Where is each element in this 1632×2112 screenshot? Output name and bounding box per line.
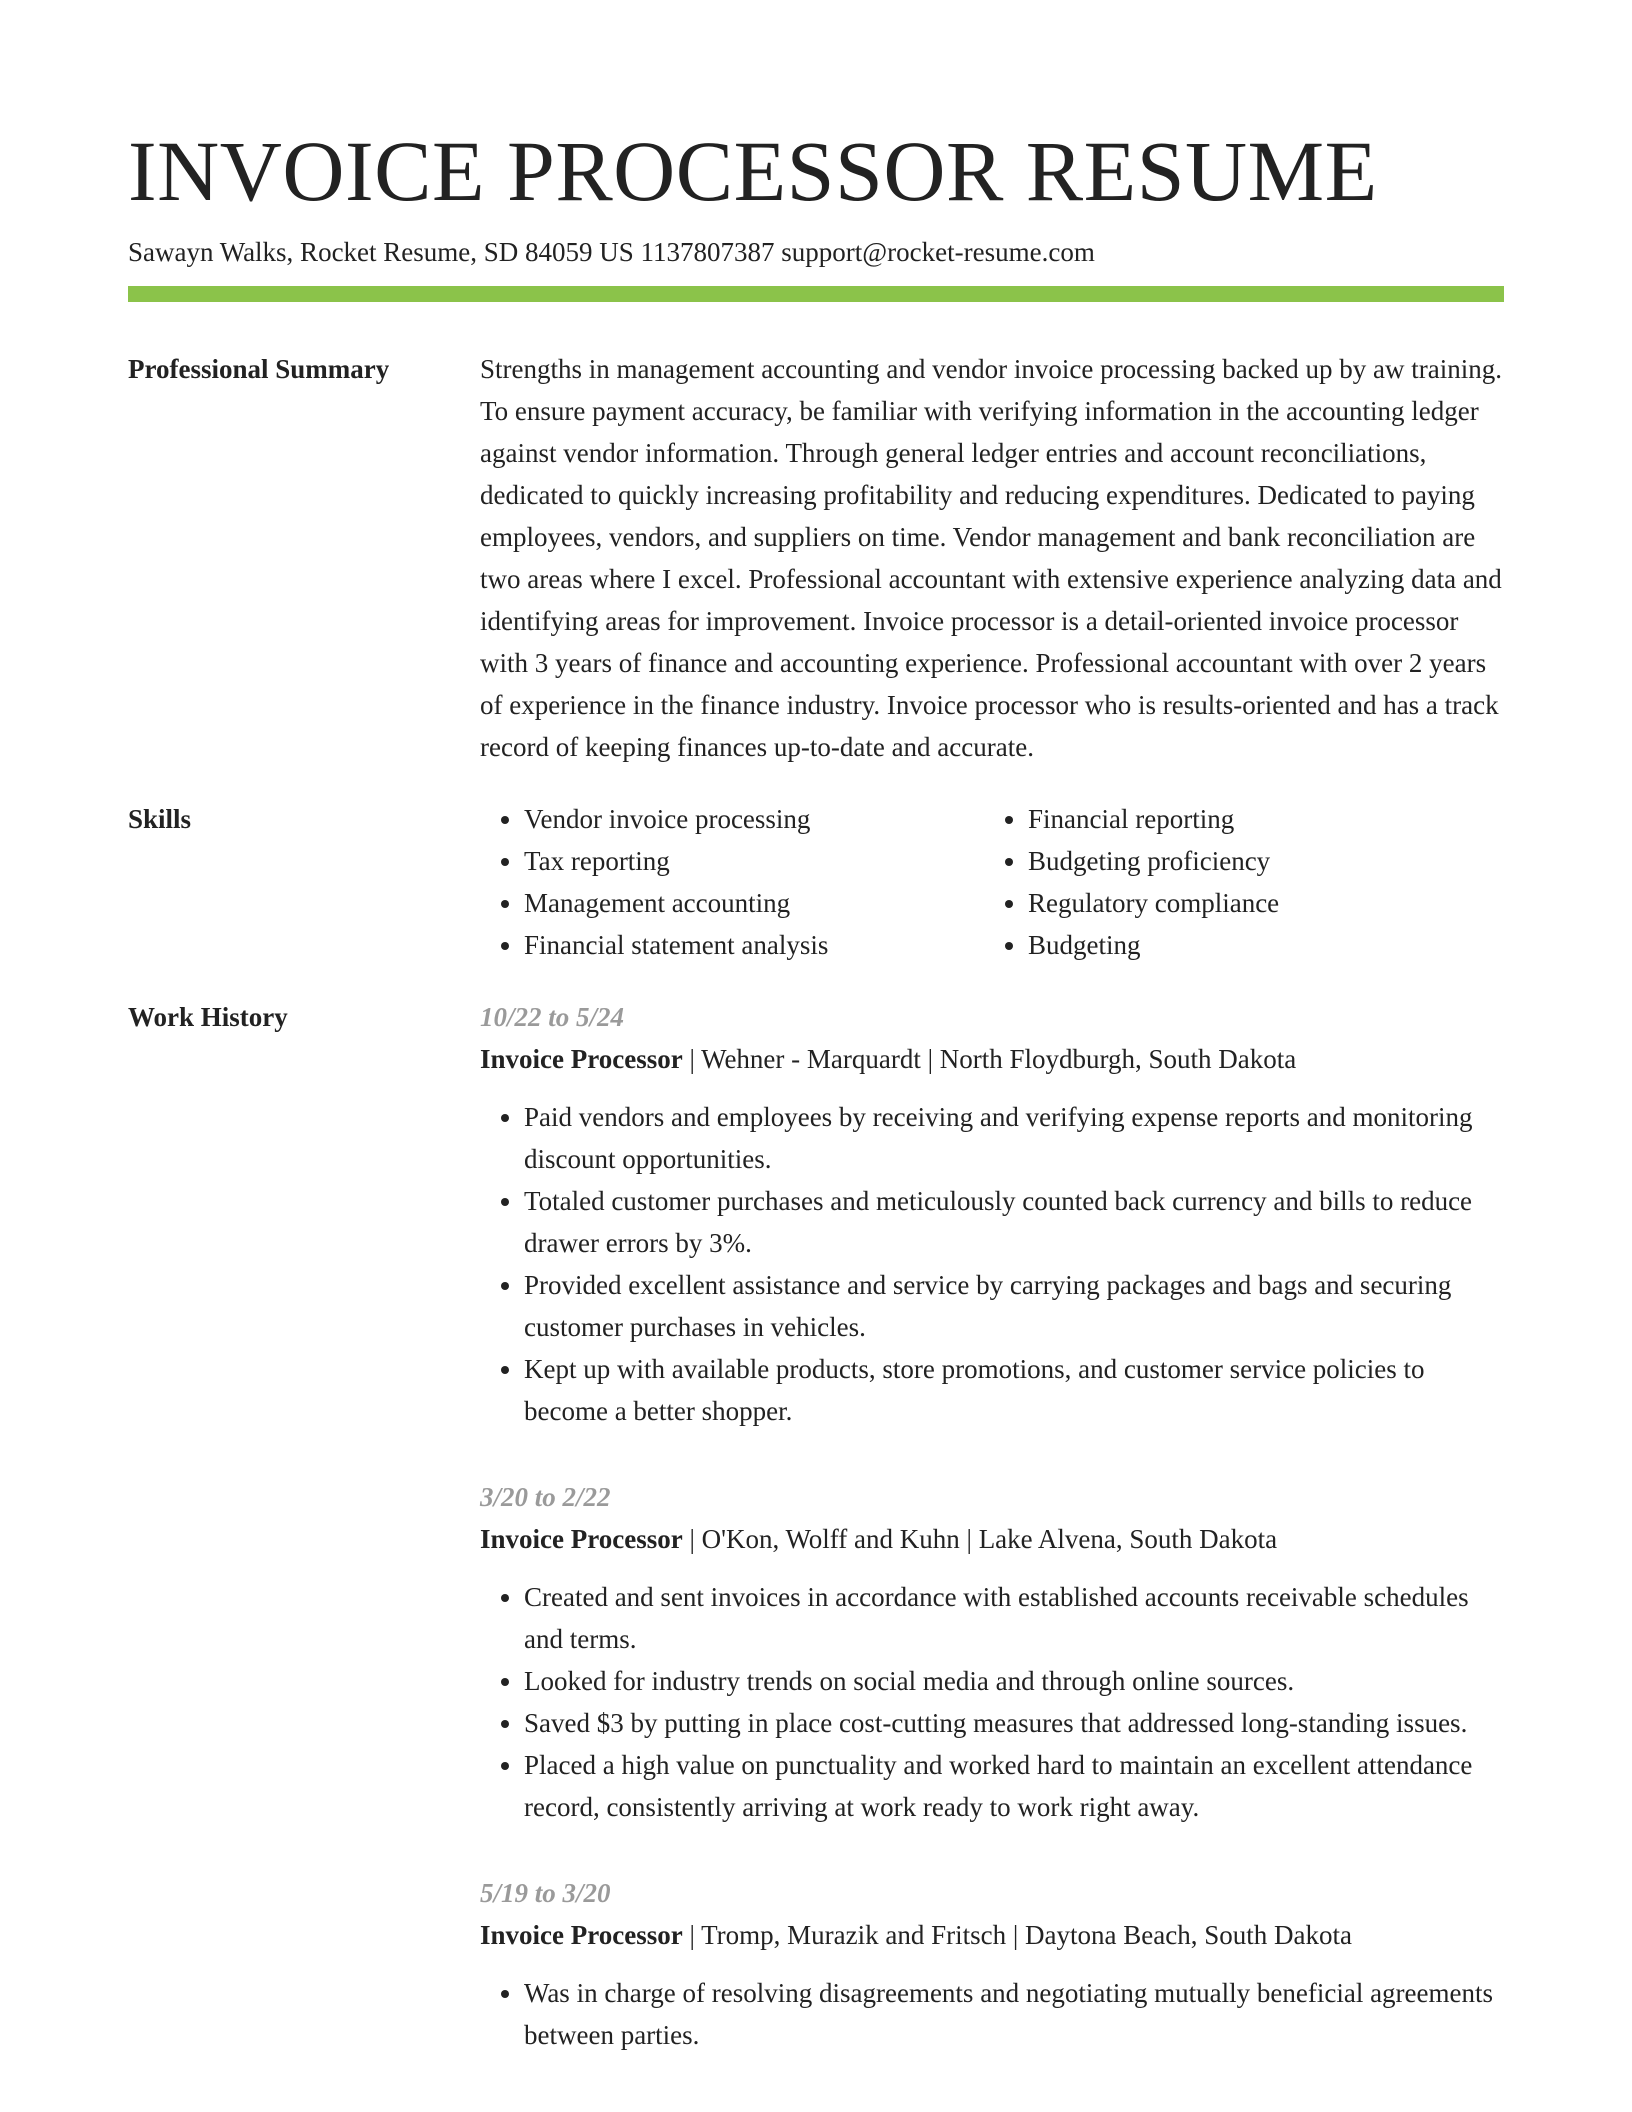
contact-line: Sawayn Walks, Rocket Resume, SD 84059 US 1137807387 support@rocket-resume.com: [128, 237, 1095, 267]
job-bullet: • Provided excellent assistance and service by carrying packages and bags and securing customer purchases in vehicles.: [524, 1264, 1504, 1348]
header-divider: [128, 286, 1504, 302]
job-heading: [480, 1914, 1504, 1956]
skill-item: • Budgeting: [1028, 924, 1279, 966]
job-bullets: [480, 1972, 1504, 2056]
job-heading: [480, 1038, 1504, 1080]
job-bullet: • Saved $3 by putting in place cost-cutting measures that addressed long-standing issues.: [524, 1702, 1504, 1744]
job-details: | Tromp, Murazik and Fritsch | Daytona Beach, South Dakota: [682, 1920, 1352, 1950]
job-title: Invoice Processor: [480, 1524, 683, 1554]
job-title: Invoice Processor: [480, 1044, 683, 1074]
work-label: Work History: [128, 1002, 288, 1032]
job-entry: [480, 1476, 1504, 1828]
skills-list-right: [984, 798, 1279, 966]
work-body: [480, 996, 1504, 2100]
job-bullets: [480, 1096, 1504, 1432]
job-bullet: • Was in charge of resolving disagreements and negotiating mutually beneficial agreements between parties.: [524, 1972, 1504, 2056]
skills-body: [480, 798, 1504, 966]
job-bullet: • Looked for industry trends on social media and through online sources.: [524, 1660, 1504, 1702]
summary-body: [480, 348, 1504, 768]
job-bullets: [480, 1576, 1504, 1828]
job-heading: [480, 1518, 1504, 1560]
job-dates: 5/19 to 3/20: [480, 1878, 611, 1908]
skill-item: • Budgeting proficiency: [1028, 840, 1279, 882]
summary-section: [128, 348, 1504, 768]
job-bullet: • Paid vendors and employees by receiving and verifying expense reports and monitoring discount opportunities.: [524, 1096, 1504, 1180]
summary-text: Strengths in management accounting and vendor invoice processing backed up by aw training. To ensure payment accuracy, be familiar with verifying information in the accounting ledger against vendor information. Through general ledger entries and account reconciliations, dedicated to quickly increasing profitability and reducing expenditures. Dedicated to paying employees, vendors, and suppliers on time. Vendor management and bank reconciliation are two areas where I excel. Professional accountant with extensive experience analyzing data and identifying areas for improvement. Invoice processor is a detail-oriented invoice processor with 3 years of finance and accounting experience. Professional accountant with over 2 years of experience in the finance industry. Invoice processor who is results-oriented and has a track record of keeping finances up-to-date and accurate.: [480, 354, 1502, 762]
skills-label: Skills: [128, 804, 192, 834]
job-entry: [480, 996, 1504, 1432]
skills-section: [128, 798, 1504, 966]
skill-item: • Vendor invoice processing: [524, 798, 984, 840]
job-dates: 10/22 to 5/24: [480, 1002, 625, 1032]
skill-item: • Tax reporting: [524, 840, 984, 882]
job-bullet: • Created and sent invoices in accordance with established accounts receivable schedules and terms.: [524, 1576, 1504, 1660]
job-details: | Wehner - Marquardt | North Floydburgh, South Dakota: [682, 1044, 1297, 1074]
skill-item: • Management accounting: [524, 882, 984, 924]
page-title: INVOICE PROCESSOR RESUME: [128, 123, 1378, 219]
job-bullet: • Placed a high value on punctuality and worked hard to maintain an excellent attendance record, consistently arriving at work ready to work right away.: [524, 1744, 1504, 1828]
resume-page: [128, 116, 1504, 2100]
skill-item: • Regulatory compliance: [1028, 882, 1279, 924]
skill-item: • Financial reporting: [1028, 798, 1279, 840]
job-bullet: • Kept up with available products, store promotions, and customer service policies to become a better shopper.: [524, 1348, 1504, 1432]
job-bullet: • Totaled customer purchases and meticulously counted back currency and bills to reduce drawer errors by 3%.: [524, 1180, 1504, 1264]
skills-list-left: [480, 798, 984, 966]
job-entry: [480, 1872, 1504, 2056]
job-details: | O'Kon, Wolff and Kuhn | Lake Alvena, South Dakota: [682, 1524, 1278, 1554]
job-dates: 3/20 to 2/22: [480, 1482, 611, 1512]
job-title: Invoice Processor: [480, 1920, 683, 1950]
work-section: [128, 996, 1504, 2100]
summary-label: Professional Summary: [128, 354, 390, 384]
skill-item: • Financial statement analysis: [524, 924, 984, 966]
